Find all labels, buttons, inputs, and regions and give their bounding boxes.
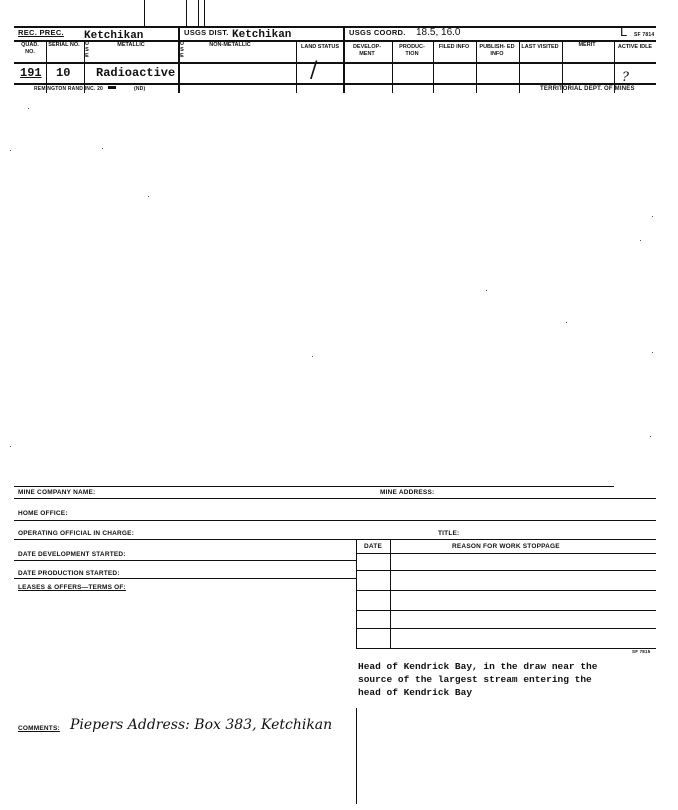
- development-header: DEVELOP- MENT: [352, 44, 382, 57]
- location-line: head of Kendrick Bay: [358, 687, 473, 698]
- merit-header: MERIT: [578, 42, 596, 48]
- col-divider: [433, 40, 434, 93]
- mine-address-label: MINE ADDRESS:: [380, 489, 435, 496]
- corner-mark: L: [620, 24, 628, 39]
- stoppage-row-rule: [356, 628, 656, 629]
- date-production-label: DATE PRODUCTION STARTED:: [18, 570, 120, 577]
- usgs-coord-value: 18.5, 16.0: [416, 27, 461, 38]
- last-visited-header: LAST VISITED: [521, 44, 559, 50]
- comments-label: COMMENTS:: [18, 725, 60, 732]
- stoppage-table-border: [356, 539, 357, 649]
- comments-divider: [356, 708, 357, 804]
- form-rule: [14, 498, 656, 499]
- location-text: [358, 660, 597, 699]
- stoppage-row-rule: [356, 570, 656, 571]
- metallic-value: Radioactive: [96, 66, 176, 80]
- reason-header: REASON FOR WORK STOPPAGE: [452, 543, 560, 550]
- form-number-bottom: SF 7815: [632, 649, 651, 654]
- non-metallic-header: NON-METALLIC: [209, 42, 251, 48]
- form-rule: [14, 578, 356, 579]
- stoppage-row-rule: [356, 610, 656, 611]
- operating-official-label: OPERATING OFFICIAL IN CHARGE:: [18, 530, 135, 537]
- active-mark: ?: [622, 70, 629, 85]
- department-label: TERRITORIAL DEPT. OF MINES: [540, 86, 635, 92]
- leases-offers-label: LEASES & OFFERS—TERMS OF:: [18, 584, 126, 591]
- card-top-rule: [14, 26, 656, 28]
- use-metallic-header: U S E: [85, 41, 89, 59]
- printer-mark: [108, 86, 116, 89]
- published-info-header: PUBLISH- ED INFO: [479, 44, 515, 57]
- stoppage-table-divider: [390, 539, 391, 649]
- form-number-top: SF 7814: [634, 32, 655, 38]
- location-line: source of the largest stream entering the: [358, 674, 592, 685]
- usgs-coord-label: USGS COORD.: [349, 28, 406, 37]
- metallic-header: METALLIC: [117, 42, 145, 48]
- land-status-mark: /: [310, 58, 318, 83]
- production-header: PRODUC- TION: [399, 44, 425, 57]
- use-nonmetallic-header: U S E: [180, 41, 184, 59]
- quad-no-header: QUAD. NO.: [21, 42, 39, 55]
- col-divider: [476, 40, 477, 93]
- mine-company-name-label: MINE COMPANY NAME:: [18, 489, 96, 496]
- location-line: Head of Kendrick Bay, in the draw near the: [358, 661, 598, 672]
- land-status-header: LAND STATUS: [301, 44, 339, 50]
- card-stub-line: [198, 0, 199, 26]
- card-stub-line: [204, 0, 205, 26]
- form-rule: [14, 539, 656, 540]
- stoppage-row-rule: [356, 590, 656, 591]
- form-rule: [14, 520, 656, 521]
- col-divider: [392, 40, 393, 93]
- form-rule: [14, 560, 356, 561]
- card-stub-line: [144, 0, 145, 26]
- serial-no-value: 10: [56, 66, 71, 80]
- rec-prec-value: Ketchikan: [84, 30, 144, 42]
- quad-no-value: 191: [20, 66, 42, 80]
- active-idle-header: ACTIVE IDLE: [617, 44, 653, 50]
- date-header: DATE: [364, 543, 383, 550]
- comments-value: Piepers Address: Box 383, Ketchikan: [70, 717, 333, 733]
- printer-code: (ND): [134, 86, 146, 92]
- col-divider: [519, 40, 520, 93]
- stoppage-row-rule: [356, 553, 656, 554]
- home-office-label: HOME OFFICE:: [18, 510, 68, 517]
- date-development-label: DATE DEVELOPMENT STARTED:: [18, 551, 126, 558]
- card-bottom-rule: [14, 83, 656, 85]
- filed-info-header: FILED INFO: [438, 44, 470, 50]
- col-divider: [296, 40, 297, 93]
- usgs-dist-value: Ketchikan: [232, 29, 292, 41]
- printer-note: REMINGTON RAND INC. 20: [34, 86, 104, 92]
- rec-prec-label: REC. PREC.: [18, 28, 64, 37]
- form-top-rule: [14, 486, 614, 487]
- usgs-dist-label: USGS DIST.: [184, 28, 229, 37]
- serial-no-header: SERIAL NO.: [48, 42, 80, 48]
- stoppage-row-rule: [356, 648, 656, 649]
- title-label: TITLE:: [438, 530, 460, 537]
- card-row-rule: [14, 62, 656, 64]
- card-stub-line: [186, 0, 187, 26]
